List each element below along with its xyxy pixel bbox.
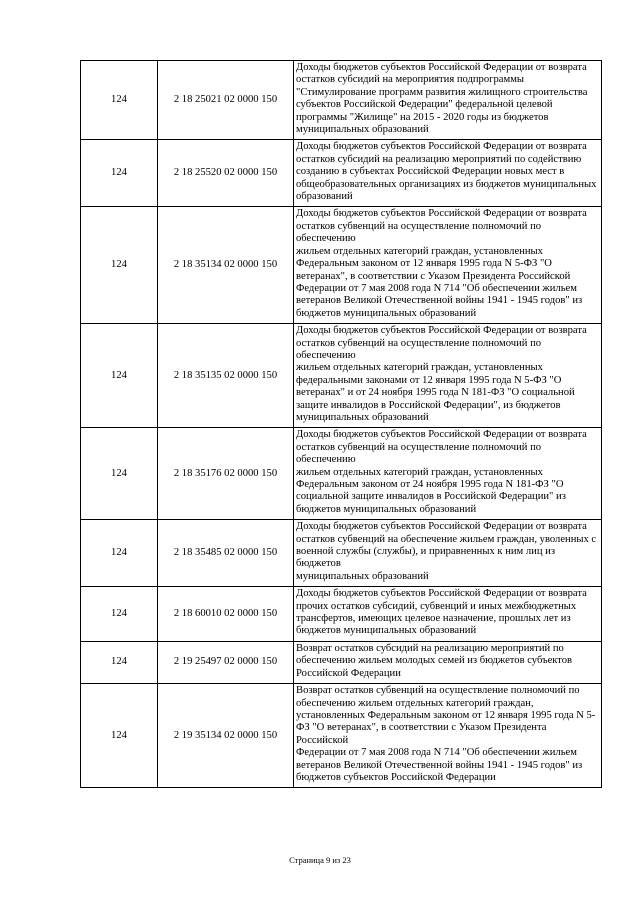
admin-code-cell: 124 [81,207,158,324]
description-line: Возврат остатков субвенций на осуществление полномочий по [296,685,580,697]
description-line: образований [296,191,353,203]
description-line: муниципальных образований [296,411,429,423]
description-line: обеспечению жильем отдельных категорий граждан, [296,697,534,709]
page-number: Страница 9 из 23 [289,855,351,865]
description-line: Доходы бюджетов субъектов Российской Федерации от возврата [296,325,587,337]
budget-code-cell: 2 19 35134 02 0000 150 [158,684,294,788]
description-line: обеспечению жильем молодых семей из бюджетов субъектов [296,655,573,667]
table-row [81,587,602,642]
table-row [81,324,602,428]
description-line: федеральными законами от 12 января 1995 года N 5-ФЗ "О [296,374,562,386]
table-row [81,207,602,324]
description-line: муниципальных образований [296,124,429,136]
description-line: остатков субвенций на осуществление полномочий по обеспечению [296,220,542,245]
table-row [81,520,602,587]
description-line: остатков субвенций на обеспечение жильем граждан, уволенных с [296,533,597,545]
table-row [81,641,602,683]
description-line: Доходы бюджетов субъектов Российской Федерации от возврата [296,208,587,220]
admin-code-cell: 124 [81,428,158,520]
description-cell [294,428,602,520]
description-line: Доходы бюджетов субъектов Российской Федерации от возврата [296,62,587,73]
description-line: бюджетов муниципальных образований [296,503,477,515]
budget-code-cell: 2 19 25497 02 0000 150 [158,641,294,683]
description-cell [294,324,602,428]
description-line: военной службы (службы), и приравненных к ним лиц из бюджетов [296,546,556,570]
description-line: бюджетов муниципальных образований [296,307,477,319]
budget-code-cell: 2 18 25021 02 0000 150 [158,61,294,140]
budget-code-cell: 2 18 35485 02 0000 150 [158,520,294,587]
table-row [81,684,602,788]
description-line: прочих остатков субсидий, субвенций и иных межбюджетных [296,600,577,612]
description-line: ветеранов Великой Отечественной войны 1941 - 1945 годов" из [296,295,583,307]
description-cell [294,684,602,788]
description-line: субъектов Российской Федерации" федеральной целевой [296,99,553,111]
description-line: ФЗ "О ветеранах", в соответствии с Указом Президента Российской [296,722,547,746]
description-line: Доходы бюджетов субъектов Российской Федерации от возврата [296,521,587,533]
description-line: ветеранов Великой Отечественной войны 1941 - 1945 годов" из [296,759,583,771]
budget-code-cell: 2 18 35135 02 0000 150 [158,324,294,428]
table-body [81,61,602,788]
description-line: Возврат остатков субсидий на реализацию мероприятий по [296,642,564,654]
description-line: бюджетов субъектов Российской Федерации [296,771,496,783]
description-line: бюджетов муниципальных образований [296,625,477,637]
table-row [81,61,602,140]
admin-code-cell: 124 [81,587,158,642]
description-cell [294,140,602,207]
budget-code-cell: 2 18 35176 02 0000 150 [158,428,294,520]
description-line: жильем отдельных категорий граждан, установленных [296,362,543,374]
description-line: общеобразовательных организациях из бюджетов муниципальных [296,178,597,190]
description-line: остатков субвенций на осуществление полномочий по обеспечению [296,441,542,466]
description-line: ветеранах" и от 24 ноября 1995 года N 181-ФЗ "О социальной [296,387,575,399]
budget-code-cell: 2 18 25520 02 0000 150 [158,140,294,207]
description-line: "Стимулирование программ развития жилищного строительства [296,86,588,98]
description-line: остатков субсидий на реализацию мероприятий по содействию [296,153,582,165]
table-row [81,140,602,207]
budget-codes-table [80,60,602,788]
description-line: Федеральным законом от 24 ноября 1995 года N 181-ФЗ "О [296,479,564,490]
admin-code-cell: 124 [81,324,158,428]
description-line: жильем отдельных категорий граждан, установленных [296,466,543,478]
description-line: защите инвалидов в Российской Федерации", из бюджетов [296,399,561,411]
description-line: Федеральным законом от 12 января 1995 года N 5-ФЗ "О [296,258,552,270]
description-cell [294,207,602,324]
description-line: социальной защите инвалидов в Российской Федерации" из [296,491,566,503]
description-line: Доходы бюджетов субъектов Российской Федерации от возврата [296,141,587,153]
description-cell [294,587,602,642]
description-line: остатков субсидий на мероприятия подпрограммы [296,74,525,86]
description-line: программы "Жилище" на 2015 - 2020 годы из бюджетов [296,111,549,123]
description-line: Доходы бюджетов субъектов Российской Федерации от возврата [296,429,587,441]
description-line: остатков субвенций на осуществление полномочий по обеспечению [296,337,542,361]
description-cell [294,520,602,587]
admin-code-cell: 124 [81,140,158,207]
description-line: муниципальных образований [296,570,429,582]
description-line: ветеранах", в соответствии с Указом Президента Российской [296,270,571,282]
description-cell [294,641,602,683]
description-line: созданию в субъектах Российской Федерации новых мест в [296,166,565,178]
description-line: жильем отдельных категорий граждан, установленных [296,245,543,257]
description-line: Доходы бюджетов субъектов Российской Федерации от возврата [296,588,587,600]
description-line: Федерации от 7 мая 2008 года N 714 "Об обеспечении жильем [296,747,577,759]
admin-code-cell: 124 [81,641,158,683]
admin-code-cell: 124 [81,61,158,140]
admin-code-cell: 124 [81,684,158,788]
budget-code-cell: 2 18 60010 02 0000 150 [158,587,294,642]
table-row [81,428,602,520]
description-line: трансфертов, имеющих целевое назначение, прошлых лет из [296,613,571,625]
budget-code-cell: 2 18 35134 02 0000 150 [158,207,294,324]
admin-code-cell: 124 [81,520,158,587]
description-line: Российской Федерации [296,667,401,679]
description-line: Федерации от 7 мая 2008 года N 714 "Об обеспечении жильем [296,282,577,294]
description-line: установленных Федеральным законом от 12 января 1995 года N 5- [296,709,596,721]
description-cell [294,61,602,140]
